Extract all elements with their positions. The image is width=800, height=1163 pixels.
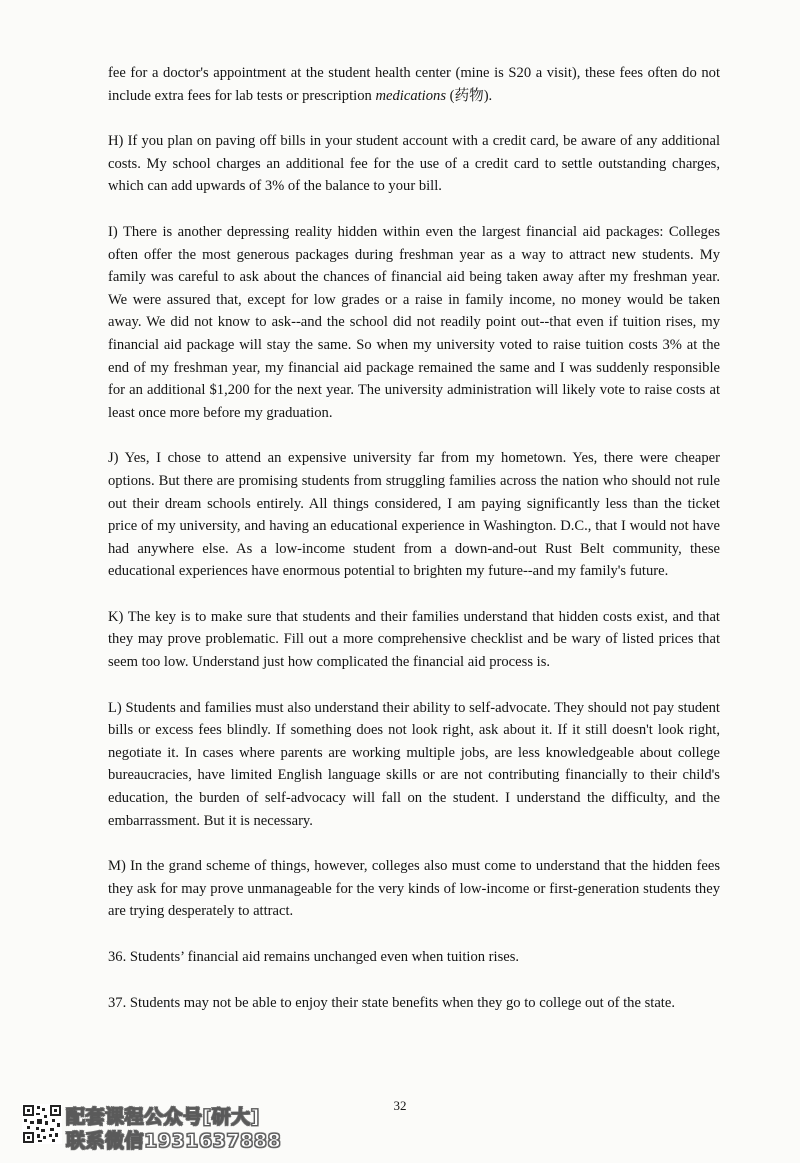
qr-code-icon bbox=[22, 1104, 62, 1144]
paragraph-h: H) If you plan on paving off bills in your student account with a credit card, be aware of any additional costs. My school charges an additional fee for the use of a credit card to settle outstanding charges, which can add upwards of 3% of the balance to your bill. bbox=[108, 133, 720, 195]
question-37: 37. Students may not be able to enjoy their state benefits when they go to college out of the state. bbox=[108, 994, 675, 1011]
paragraph-j: J) Yes, I chose to attend an expensive university far from my hometown. Yes, there were cheaper options. But there are promising students from struggling families across the nation who should not rule out their dream schools entirely. All things considered, I am paying significantly less than the ticket price of my university, and having an educational experience in Washington. D.C., that I would not have had anywhere else. As a low-income student from a down-and-out Rust Belt community, these educational experiences have enormous potential to brighten my future--and my family's future. bbox=[108, 450, 720, 580]
paragraph-m: M) In the grand scheme of things, however, colleges also must come to understand that the hidden fees they ask for may prove unmanageable for the very kinds of low-income or first-generation students they are trying desperately to attract. bbox=[108, 858, 720, 920]
footer-watermark-line2: 联系微信1931637888 bbox=[66, 1130, 282, 1152]
page-number: 32 bbox=[393, 1098, 407, 1113]
document-body bbox=[108, 62, 720, 1037]
paragraph-text: fee for a doctor's appointment at the student health center (mine is S20 a visit), these fees often do not include extra fees for lab tests or prescription bbox=[108, 65, 720, 104]
paragraph-i: I) There is another depressing reality hidden within even the largest financial aid packages: Colleges often offer the most generous packages during freshman year as a way to attract new students. My family was careful to ask about the chances of financial aid being taken away after my freshman year. We were assured that, except for low grades or a raise in family income, no money would be taken away. We did not know to ask--and the school did not readily point out--that even if tuition rises, my financial aid package will stay the same. So when my university voted to raise tuition costs 3% at the end of my freshman year, my financial aid package remained the same and I was suddenly responsible for an additional $1,200 for the next year. The university administration will likely vote to raise costs at least once more before my graduation. bbox=[108, 223, 720, 421]
question-36: 36. Students’ financial aid remains unchanged even when tuition rises. bbox=[108, 949, 520, 965]
italic-term: medications bbox=[375, 87, 446, 104]
paragraph-k: K) The key is to make sure that students and their families understand that hidden costs exist, and that they may prove problematic. Fill out a more comprehensive checklist and be wary of listed prices that seem too low. Understand just how complicated the financial aid process is. bbox=[108, 608, 720, 671]
paragraph-l: L) Students and families must also understand their ability to self-advocate. They should not pay student bills or excess fees blindly. If something does not look right, ask about it. If it still doesn't look right, negotiate it. In cases where parents are working multiple jobs, are less knowledgeable about college bureaucracies, have limited English language skills or are not contributing financially to their child's education, the burden of self-advocacy will fall on the student. I understand the difficulty, and the embarrassment. But it is necessary. bbox=[108, 699, 720, 829]
footer-watermark-line1: 配套课程公众号[研大] bbox=[66, 1106, 260, 1128]
paragraph-g-continued bbox=[108, 62, 720, 107]
paragraph-text-end: (药物). bbox=[446, 87, 493, 104]
